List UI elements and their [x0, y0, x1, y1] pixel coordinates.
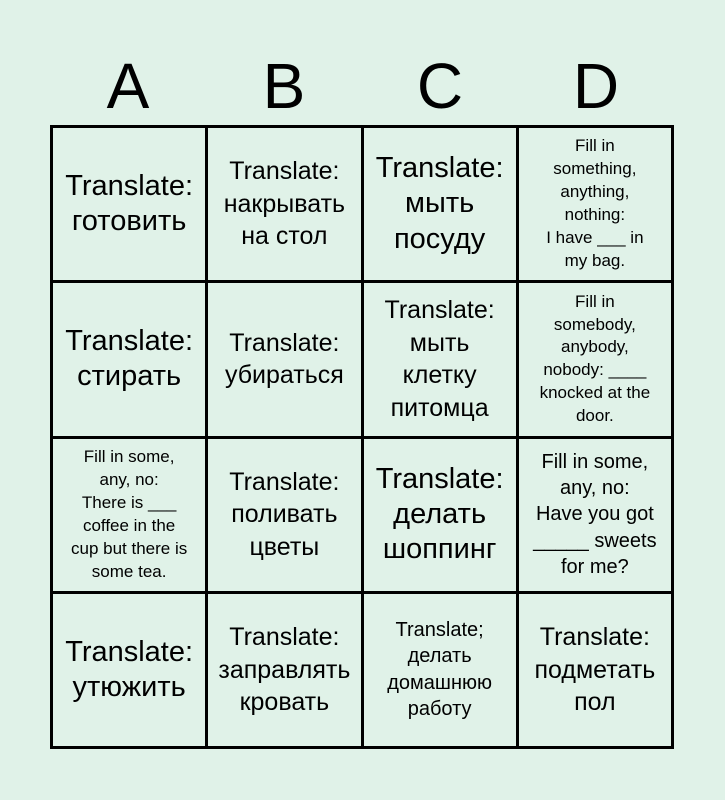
column-letter-a: A — [106, 49, 150, 122]
cell-text: Translate: делать шоппинг — [375, 462, 504, 566]
cell-text: Fill in some, any, no: Have you got _____ sweets for me? — [533, 450, 657, 579]
cell-text: Translate: мыть посуду — [375, 152, 504, 255]
bingo-cell-a4[interactable] — [53, 594, 205, 746]
bingo-cell-c3[interactable] — [364, 439, 516, 591]
bingo-cell-d1[interactable] — [519, 128, 671, 280]
cell-text: Fill in some, any, no: There is ___ coffee in the cup but there is some tea. — [71, 446, 188, 581]
bingo-cell-c1[interactable] — [364, 128, 516, 280]
cell-text: Translate: мыть клетку питомца — [384, 296, 495, 422]
column-letter-c: C — [416, 49, 464, 122]
cell-text: Translate: накрывать на стол — [223, 157, 346, 251]
cell-text: Translate: утюжить — [65, 635, 194, 703]
bingo-board — [50, 125, 674, 749]
cell-text: Translate: подметать пол — [534, 623, 656, 717]
bingo-cell-b4[interactable] — [208, 594, 360, 746]
cell-text: Translate: заправлять кровать — [218, 623, 351, 717]
bingo-cell-c4[interactable] — [364, 594, 516, 746]
bingo-cell-a1[interactable] — [53, 128, 205, 280]
cell-text: Translate: убираться — [224, 328, 344, 390]
cell-text: Fill in something, anything, nothing: I have ___ in my bag. — [546, 136, 644, 270]
cell-text: Fill in somebody, anybody, nobody: ____ knocked at the door. — [539, 291, 651, 426]
cell-text: Translate; делать домашнюю работу — [387, 619, 492, 721]
cell-text: Translate: стирать — [65, 325, 194, 393]
cell-text: Translate: поливать цветы — [229, 467, 340, 561]
bingo-cell-d4[interactable] — [519, 594, 671, 746]
bingo-cell-a2[interactable] — [53, 283, 205, 435]
bingo-cell-b3[interactable] — [208, 439, 360, 591]
cell-text: Translate: готовить — [65, 169, 194, 238]
bingo-header — [50, 48, 674, 123]
bingo-cell-b2[interactable] — [208, 283, 360, 435]
column-letter-b: B — [262, 49, 306, 122]
bingo-cell-b1[interactable] — [208, 128, 360, 280]
bingo-cell-d3[interactable] — [519, 439, 671, 591]
bingo-cell-c2[interactable] — [364, 283, 516, 435]
column-letter-d: D — [572, 49, 620, 122]
bingo-cell-d2[interactable] — [519, 283, 671, 435]
bingo-cell-a3[interactable] — [53, 439, 205, 591]
